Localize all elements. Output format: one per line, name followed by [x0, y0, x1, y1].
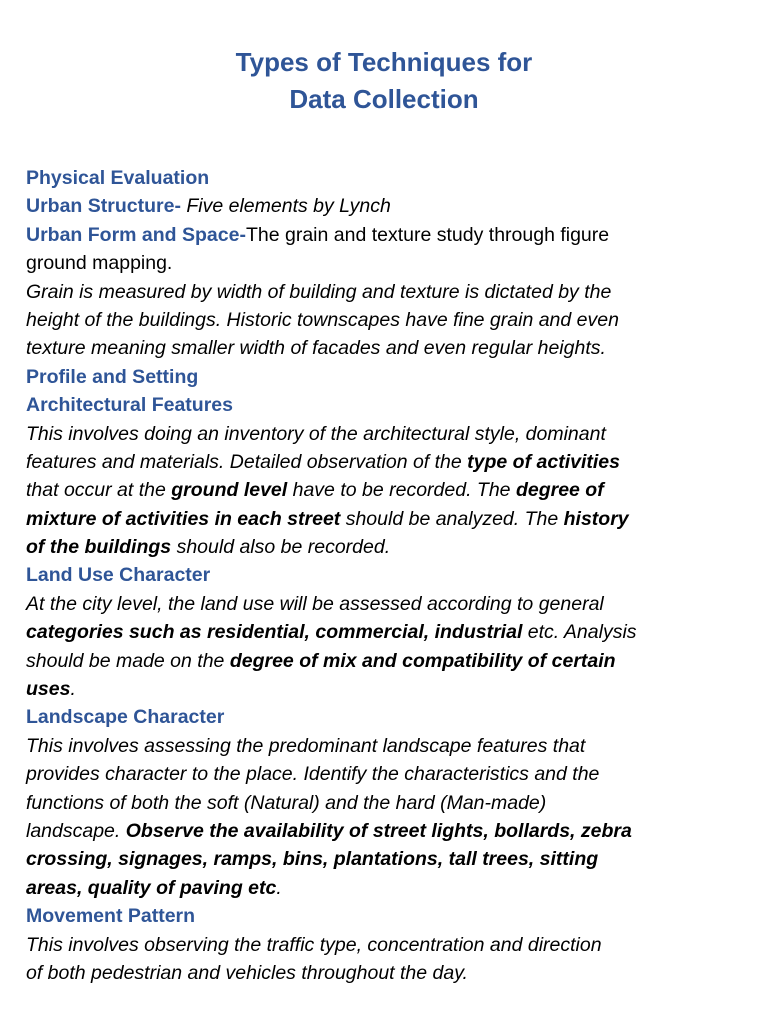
landscape-line-5: crossing, signages, ramps, bins, plantations, tall trees, sitting [26, 848, 599, 871]
urban-form-note-2: height of the buildings. Historic townscapes have fine grain and even [26, 308, 619, 331]
emphasis-text: categories such as residential, commercial, industrial [26, 621, 523, 644]
landscape-line-1: This involves assessing the predominant landscape features that [26, 734, 586, 757]
page-title [0, 44, 768, 118]
title-line-1: Types of Techniques for [235, 47, 533, 77]
emphasis-text: history [563, 507, 629, 530]
urban-structure-line [26, 192, 746, 220]
section-heading-urban-structure: Urban Structure- [26, 195, 181, 218]
landscape-line-6 [26, 874, 746, 902]
architectural-features-line-1: This involves doing an inventory of the architectural style, dominant [26, 422, 606, 445]
landscape-line-2: provides character to the place. Identify the characteristics and the [26, 763, 600, 786]
urban-form-note-1: Grain is measured by width of building and texture is dictated by the [26, 280, 612, 303]
emphasis-text: Observe the availability of street lights, bollards, zebra [125, 819, 632, 842]
section-heading-architectural-features: Architectural Features [26, 394, 233, 417]
movement-line-1: This involves observing the traffic type, concentration and direction [26, 933, 602, 956]
architectural-features-line-3 [26, 476, 746, 504]
section-heading-profile-setting: Profile and Setting [26, 365, 199, 388]
text-run: etc. Analysis [522, 621, 637, 644]
emphasis-text: degree of [515, 479, 604, 502]
section-heading-movement: Movement Pattern [26, 905, 196, 928]
text-run: that occur at the [26, 479, 172, 502]
urban-form-line-2: ground mapping. [26, 252, 173, 275]
urban-form-line-1 [26, 221, 746, 249]
landscape-line-4 [26, 817, 746, 845]
emphasis-text: mixture of activities in each street [26, 507, 341, 530]
document-body [26, 164, 746, 987]
emphasis-text: degree of mix and compatibility of certain [229, 649, 616, 672]
emphasis-text: type of activities [467, 450, 620, 473]
land-use-line-1: At the city level, the land use will be assessed according to general [26, 592, 604, 615]
land-use-line-2 [26, 618, 746, 646]
emphasis-text: ground level [171, 479, 288, 502]
architectural-features-line-4 [26, 505, 746, 533]
emphasis-text: uses [26, 678, 71, 701]
architectural-features-line-2 [26, 448, 746, 476]
movement-line-2: of both pedestrian and vehicles throughout the day. [26, 961, 468, 984]
section-heading-urban-form: Urban Form and Space- [26, 223, 246, 246]
land-use-line-4 [26, 675, 746, 703]
text-run: should also be recorded. [171, 536, 391, 559]
text-run: . [70, 678, 76, 701]
urban-form-note-3: texture meaning smaller width of facades and even regular heights. [26, 337, 606, 360]
text-run: features and materials. Detailed observation of the [26, 450, 468, 473]
title-line-2: Data Collection [289, 84, 479, 114]
text-run: should be made on the [26, 649, 230, 672]
text-run: landscape. [26, 819, 126, 842]
land-use-line-3 [26, 647, 746, 675]
urban-form-text-1: The grain and texture study through figure [245, 223, 610, 246]
section-heading-landscape: Landscape Character [26, 706, 225, 729]
text-run: should be analyzed. The [340, 507, 564, 530]
architectural-features-line-5 [26, 533, 746, 561]
section-heading-physical-evaluation: Physical Evaluation [26, 167, 210, 189]
section-heading-land-use: Land Use Character [26, 564, 211, 587]
emphasis-text: areas, quality of paving etc [26, 876, 277, 899]
text-run: have to be recorded. The [287, 479, 516, 502]
emphasis-text: of the buildings [26, 536, 172, 559]
text-run: . [276, 876, 282, 899]
landscape-line-3: functions of both the soft (Natural) and the hard (Man-made) [26, 791, 547, 814]
urban-structure-text: Five elements by Lynch [180, 195, 391, 218]
